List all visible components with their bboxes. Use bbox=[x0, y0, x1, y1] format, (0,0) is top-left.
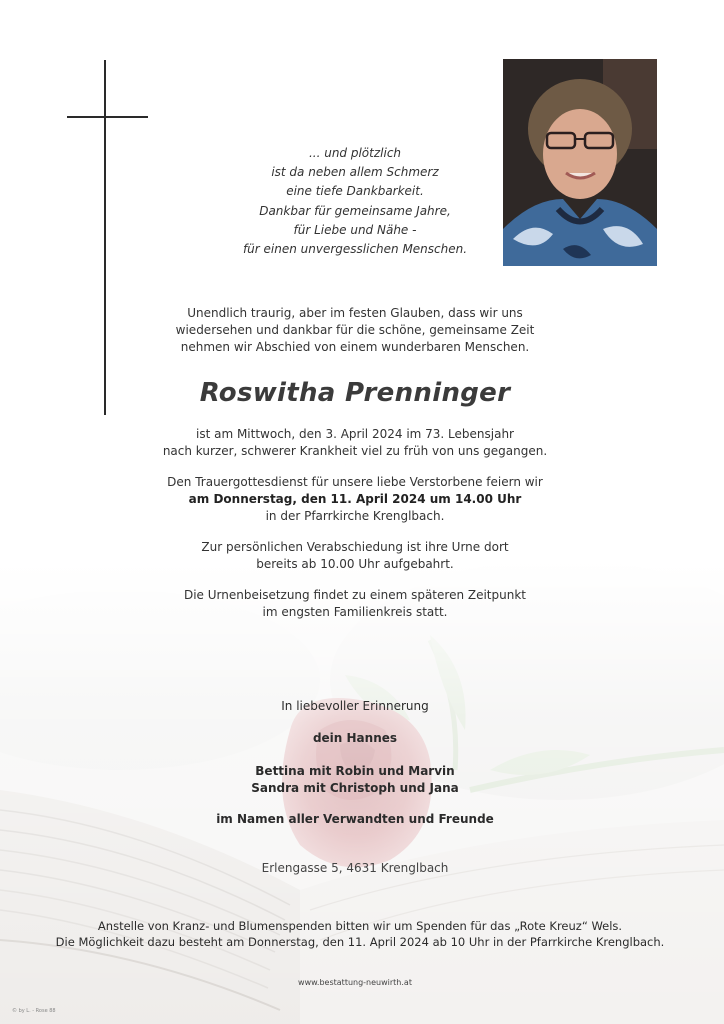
funeral-service-info bbox=[130, 474, 580, 525]
burial-info bbox=[130, 587, 580, 621]
donation-note bbox=[40, 918, 680, 950]
intro-text bbox=[130, 305, 580, 356]
signature-spouse: dein Hannes bbox=[312, 731, 398, 745]
memory-heading: In liebevoller Erinnerung bbox=[281, 699, 429, 713]
memorial-poem bbox=[195, 144, 515, 259]
cross-vertical-bar bbox=[104, 60, 106, 415]
poem-line: ist da neben allem Schmerz bbox=[271, 165, 439, 180]
deceased-name: Roswitha Prenninger bbox=[199, 378, 511, 408]
poem-line: Dankbar für gemeinsame Jahre, bbox=[259, 203, 451, 218]
funeral-home-website[interactable]: www.bestattung-neuwirth.at bbox=[298, 978, 412, 987]
family-address: Erlengasse 5, 4631 Krenglbach bbox=[261, 861, 449, 875]
signature-relatives: im Namen aller Verwandten und Freunde bbox=[216, 812, 494, 826]
cross-horizontal-bar bbox=[67, 116, 148, 118]
intro-line: Unendlich traurig, aber im festen Glauben, dass wir uns bbox=[187, 306, 523, 320]
poem-line: ... und plötzlich bbox=[308, 146, 402, 160]
death-notice bbox=[130, 426, 580, 460]
death-line: ist am Mittwoch, den 3. April 2024 im 73. Lebensjahr bbox=[195, 427, 514, 441]
portrait-photo bbox=[503, 59, 657, 266]
service-line: Den Trauergottesdienst für unsere liebe Verstorbene feiern wir bbox=[167, 475, 543, 489]
burial-line: Die Urnenbeisetzung findet zu einem späteren Zeitpunkt bbox=[183, 588, 526, 602]
intro-line: nehmen wir Abschied von einem wunderbaren Menschen. bbox=[180, 340, 530, 354]
donation-line: Anstelle von Kranz- und Blumenspenden bitten wir um Spenden für das „Rote Kreuz“ Wels. bbox=[97, 919, 623, 933]
signature-child-line: Sandra mit Christoph und Jana bbox=[251, 781, 459, 795]
portrait-illustration bbox=[503, 59, 657, 266]
donation-line: Die Möglichkeit dazu besteht am Donnerstag, den 11. April 2024 ab 10 Uhr in der Pfarrkirche Krenglbach. bbox=[55, 935, 665, 949]
service-location: in der Pfarrkirche Krenglbach. bbox=[265, 509, 445, 523]
poem-line: für einen unvergesslichen Menschen. bbox=[242, 242, 468, 257]
intro-line: wiedersehen und dankbar für die schöne, gemeinsame Zeit bbox=[175, 323, 535, 337]
image-credit: © by L. - Rose 88 bbox=[12, 1008, 56, 1014]
urn-line: Zur persönlichen Verabschiedung ist ihre Urne dort bbox=[201, 540, 509, 554]
signature-children bbox=[180, 763, 530, 797]
poem-line: für Liebe und Nähe - bbox=[293, 222, 417, 237]
urn-line: bereits ab 10.00 Uhr aufgebahrt. bbox=[256, 557, 454, 571]
service-date: am Donnerstag, den 11. April 2024 um 14.00 Uhr bbox=[188, 492, 522, 506]
urn-viewing-info bbox=[130, 539, 580, 573]
signature-child-line: Bettina mit Robin und Marvin bbox=[255, 764, 455, 778]
death-line: nach kurzer, schwerer Krankheit viel zu früh von uns gegangen. bbox=[162, 444, 548, 458]
poem-line: eine tiefe Dankbarkeit. bbox=[286, 184, 424, 199]
burial-line: im engsten Familienkreis statt. bbox=[262, 605, 448, 619]
